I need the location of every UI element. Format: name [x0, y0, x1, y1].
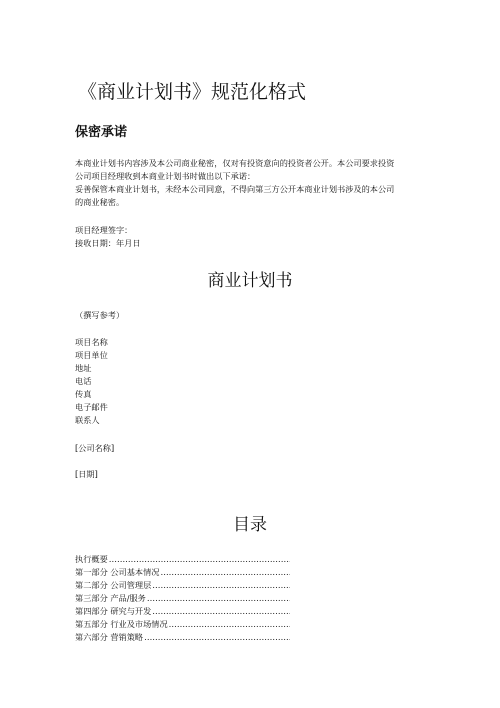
company-name-placeholder: [公司名称] — [75, 443, 115, 453]
paragraph-line: 的商业秘密。 — [75, 197, 125, 207]
toc-entry[interactable] — [75, 618, 290, 631]
toc-entry-label: 第六部分 营销策略 — [75, 632, 144, 642]
cover-field: 电话 — [75, 376, 92, 386]
paragraph-line: 本商业计划书内容涉及本公司商业秘密，仅对有投资意向的投资者公开。本公司要求投资 — [75, 158, 395, 168]
date-placeholder: [日期] — [75, 469, 98, 479]
toc-entry[interactable] — [75, 566, 290, 579]
toc-entry[interactable] — [75, 553, 290, 566]
toc-entry-label: 第四部分 研究与开发 — [75, 606, 152, 616]
cover-field: 传真 — [75, 389, 92, 399]
toc-entry[interactable] — [75, 631, 290, 644]
toc-dot-leader — [144, 631, 290, 644]
toc-dot-leader — [160, 566, 290, 579]
confidentiality-heading: 保密承诺 — [75, 125, 128, 140]
toc-title: 目录 — [233, 515, 267, 535]
received-date-label: 接收日期：年月日 — [75, 238, 141, 248]
cover-title: 商业计划书 — [207, 271, 293, 291]
toc-entry[interactable] — [75, 579, 290, 592]
table-of-contents — [75, 553, 290, 644]
toc-entry-label: 第三部分 产品/服务 — [75, 593, 146, 603]
toc-entry-label: 第五部分 行业及市场情况 — [75, 619, 168, 629]
cover-field: 项目单位 — [75, 350, 108, 360]
cover-field: 电子邮件 — [75, 402, 108, 412]
toc-entry[interactable] — [75, 592, 290, 605]
toc-entry-label: 执行概要 — [75, 554, 108, 564]
toc-entry-label: 第一部分 公司基本情况 — [75, 567, 160, 577]
toc-dot-leader — [109, 553, 290, 566]
toc-dot-leader — [169, 618, 290, 631]
cover-field: 联系人 — [75, 415, 100, 425]
toc-dot-leader — [152, 579, 290, 592]
toc-dot-leader — [147, 592, 290, 605]
cover-field-list — [75, 336, 108, 427]
cover-note: （撰写参考） — [75, 310, 125, 320]
cover-field: 地址 — [75, 363, 92, 373]
cover-field: 项目名称 — [75, 337, 108, 347]
document-title: 《商业计划书》规范化格式 — [78, 81, 307, 103]
toc-dot-leader — [152, 605, 290, 618]
paragraph-line: 公司项目经理收到本商业计划书时做出以下承诺： — [75, 171, 256, 181]
confidentiality-paragraph — [75, 157, 435, 209]
toc-entry-label: 第二部分 公司管理层 — [75, 580, 152, 590]
signature-label: 项目经理签字： — [75, 225, 133, 235]
toc-entry[interactable] — [75, 605, 290, 618]
paragraph-line: 妥善保管本商业计划书，未经本公司同意，不得向第三方公开本商业计划书涉及的本公司 — [75, 184, 395, 194]
